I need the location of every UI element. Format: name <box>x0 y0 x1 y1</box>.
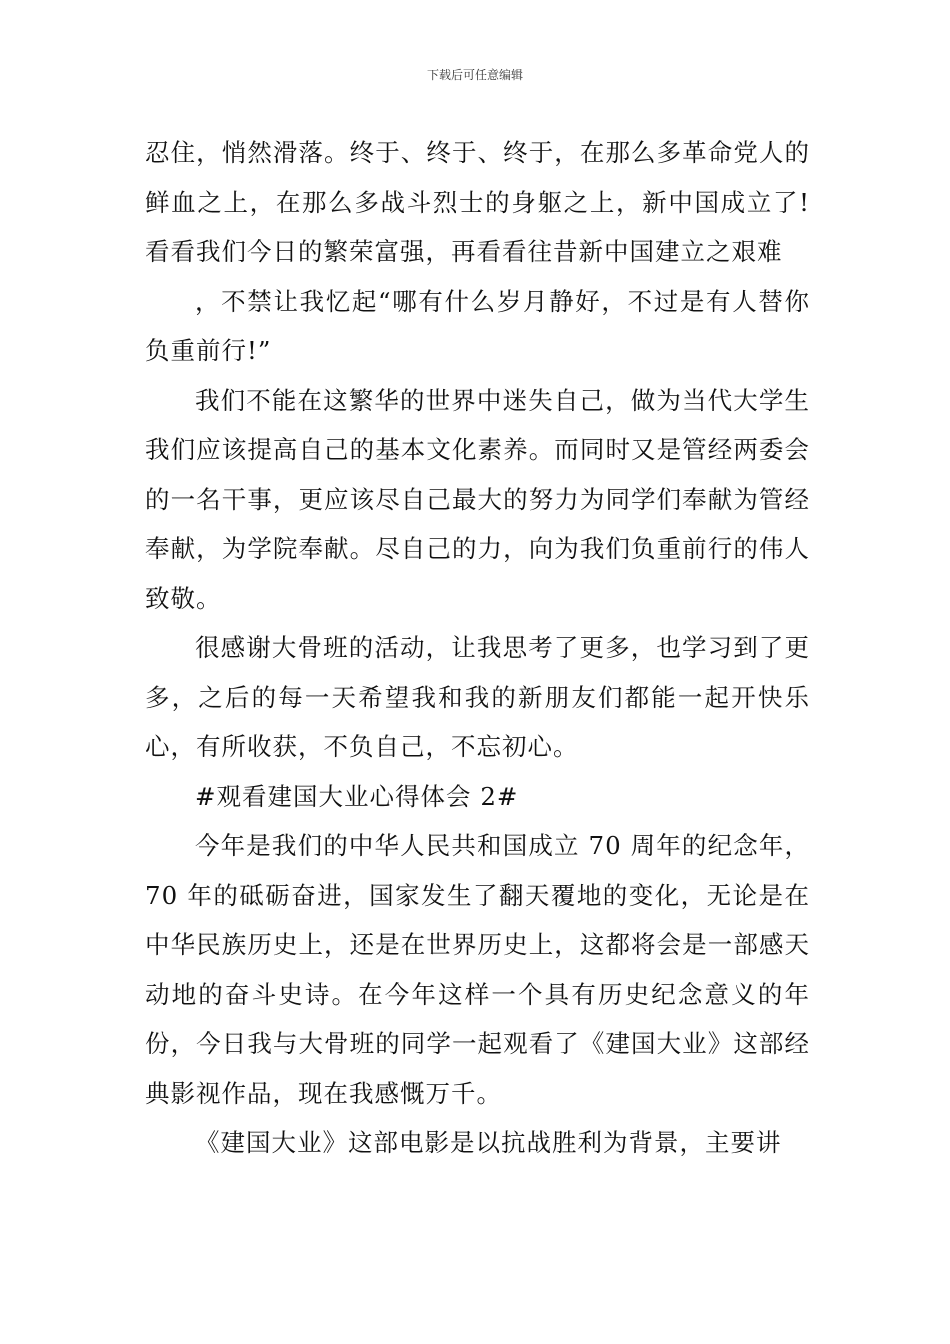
paragraph: 今年是我们的中华人民共和国成立 70 周年的纪念年，70 年的砥砺奋进，国家发生了翻天覆地的变化，无论是在中华民族历史上，还是在世界历史上，这都将会是一部感天动地的奋斗史诗。在今年这样一个具有历史纪念意义的年份，今日我与大骨班的同学一起观看了《建国大业》这部经典影视作品，现在我感慨万千。 <box>145 831 810 1108</box>
paragraph: 很感谢大骨班的活动，让我思考了更多，也学习到了更多，之后的每一天希望我和我的新朋友们都能一起开快乐心，有所收获，不负自己，不忘初心。 <box>145 633 810 761</box>
page-header: 下载后可任意编辑 <box>426 68 523 82</box>
paragraph: 忍住，悄然滑落。终于、终于、终于，在那么多革命党人的鲜血之上，在那么多战斗烈士的身躯之上，新中国成立了!看看我们今日的繁荣富强，再看看往昔新中国建立之艰难 <box>145 138 810 266</box>
paragraph: 《建国大业》这部电影是以抗战胜利为背景，主要讲 <box>195 1128 782 1157</box>
document-body <box>145 128 810 1168</box>
paragraph: ，不禁让我忆起“哪有什么岁月静好，不过是有人替你负重前行!” <box>145 286 810 365</box>
section-heading: #观看建国大业心得体会 2# <box>195 781 519 811</box>
paragraph: 我们不能在这繁华的世界中迷失自己，做为当代大学生我们应该提高自己的基本文化素养。而同时又是管经两委会的一名干事，更应该尽自己最大的努力为同学们奉献为管经奉献，为学院奉献。尽自己的力，向为我们负重前行的伟人致敬。 <box>145 385 810 613</box>
